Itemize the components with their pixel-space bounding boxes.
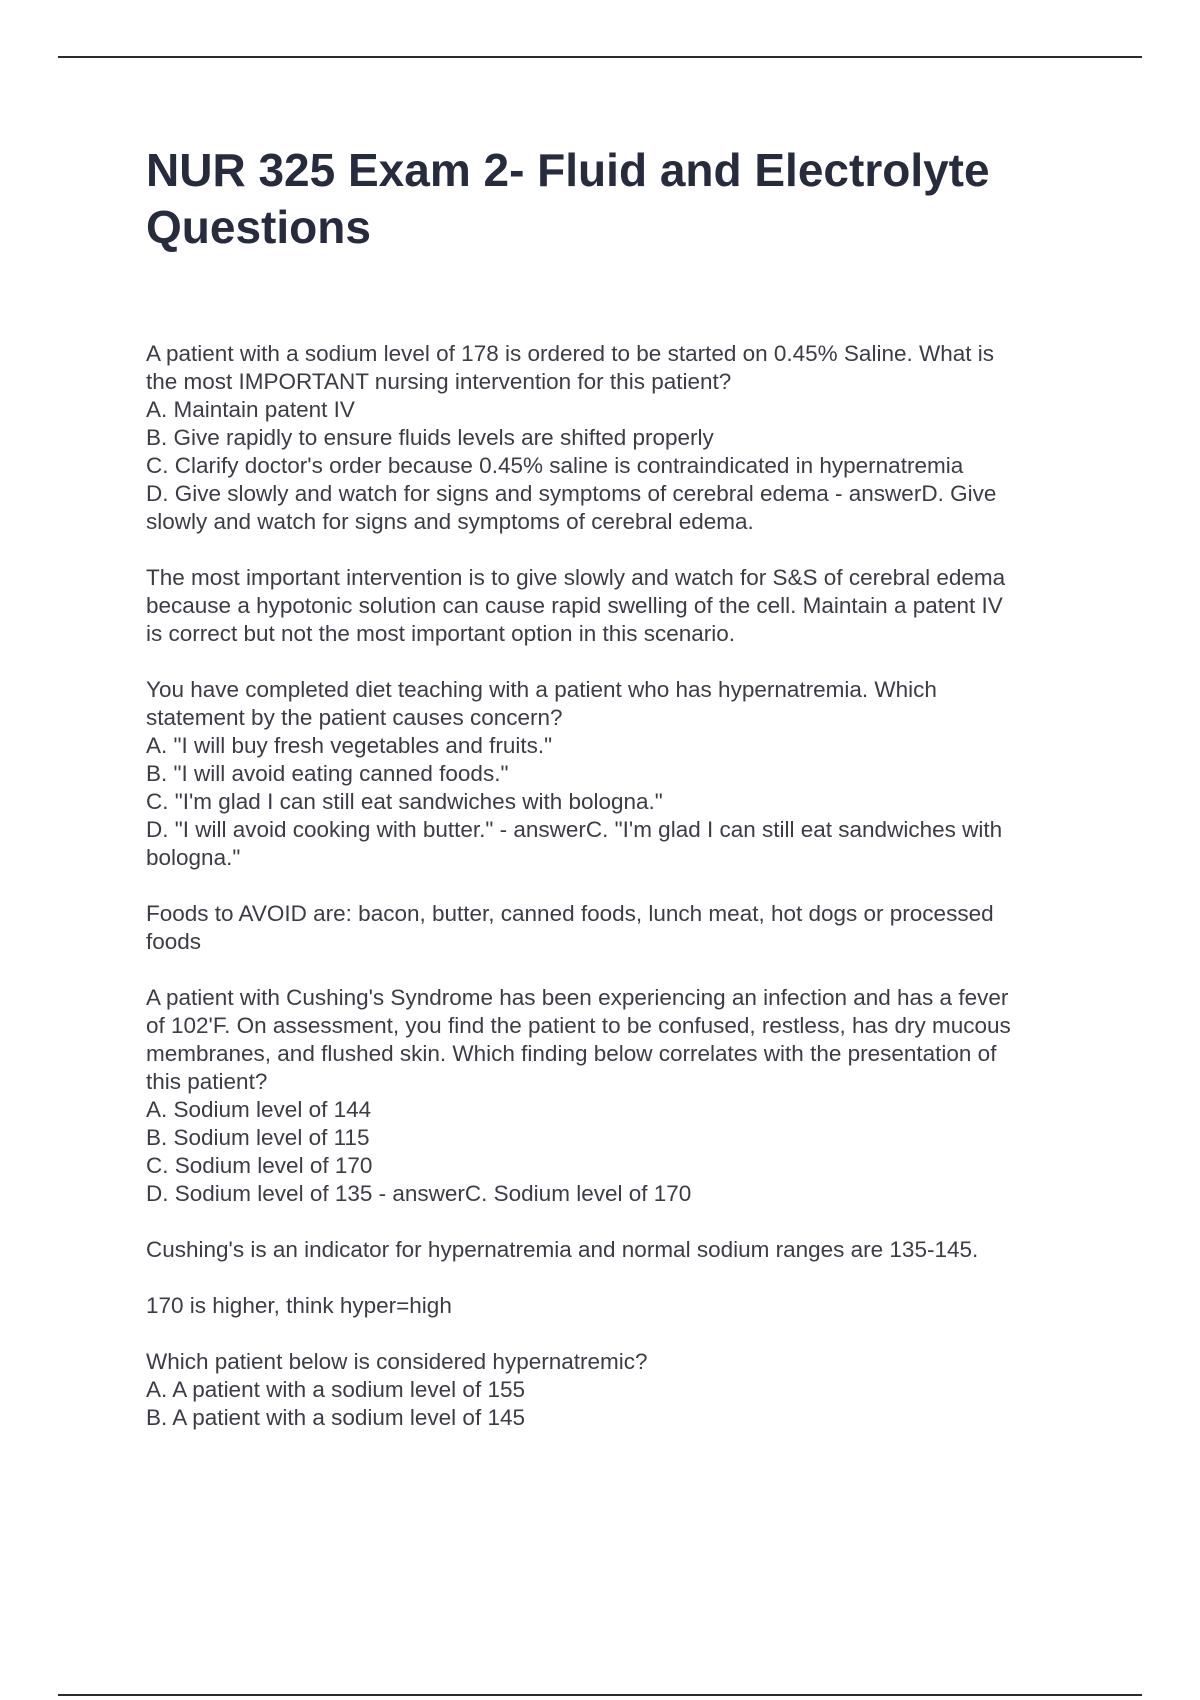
question-text: statement by the patient causes concern? [146, 705, 563, 730]
document-body [146, 340, 1086, 1460]
answer-option: B. Give rapidly to ensure fluids levels are shifted properly [146, 425, 714, 450]
question-paragraph [146, 676, 1086, 872]
question-paragraph [146, 984, 1086, 1208]
answer-option: B. Sodium level of 115 [146, 1125, 370, 1150]
answer-option: A. Sodium level of 144 [146, 1097, 372, 1122]
answer-option: C. "I'm glad I can still eat sandwiches with bologna." [146, 789, 663, 814]
answer-option: A. Maintain patent IV [146, 397, 355, 422]
rationale-text: because a hypotonic solution can cause rapid swelling of the cell. Maintain a patent IV [146, 593, 1003, 618]
answer-option: A. A patient with a sodium level of 155 [146, 1377, 525, 1402]
rationale-text: 170 is higher, think hyper=high [146, 1293, 452, 1318]
answer-option: A. "I will buy fresh vegetables and fruits." [146, 733, 553, 758]
page-title [146, 142, 1086, 256]
title-line: Questions [146, 201, 371, 253]
answer-option: D. Give slowly and watch for signs and symptoms of cerebral edema - answerD. Give [146, 481, 997, 506]
answer-text: bologna." [146, 845, 241, 870]
rationale-paragraph [146, 1236, 1086, 1264]
rationale-text: The most important intervention is to give slowly and watch for S&S of cerebral edema [146, 565, 1006, 590]
answer-option: C. Sodium level of 170 [146, 1153, 373, 1178]
rationale-paragraph [146, 1292, 1086, 1320]
rationale-paragraph [146, 564, 1086, 648]
question-text: the most IMPORTANT nursing intervention for this patient? [146, 369, 732, 394]
question-paragraph [146, 340, 1086, 536]
rationale-text: Cushing's is an indicator for hypernatremia and normal sodium ranges are 135-145. [146, 1237, 979, 1262]
answer-text: slowly and watch for signs and symptoms of cerebral edema. [146, 509, 754, 534]
rationale-text: foods [146, 929, 202, 954]
question-text: A patient with a sodium level of 178 is ordered to be started on 0.45% Saline. What is [146, 341, 994, 366]
rationale-text: is correct but not the most important option in this scenario. [146, 621, 736, 646]
question-text: Which patient below is considered hypernatremic? [146, 1349, 648, 1374]
question-text: of 102'F. On assessment, you find the patient to be confused, restless, has dry mucous [146, 1013, 1011, 1038]
footer-rule [58, 1694, 1142, 1696]
question-text: membranes, and flushed skin. Which finding below correlates with the presentation of [146, 1041, 997, 1066]
answer-option: C. Clarify doctor's order because 0.45% saline is contraindicated in hypernatremia [146, 453, 964, 478]
answer-option: B. "I will avoid eating canned foods." [146, 761, 509, 786]
rationale-paragraph [146, 900, 1086, 956]
question-paragraph [146, 1348, 1086, 1432]
answer-option: B. A patient with a sodium level of 145 [146, 1405, 525, 1430]
question-text: You have completed diet teaching with a patient who has hypernatremia. Which [146, 677, 937, 702]
rationale-text: Foods to AVOID are: bacon, butter, canned foods, lunch meat, hot dogs or processed [146, 901, 994, 926]
question-text: A patient with Cushing's Syndrome has been experiencing an infection and has a fever [146, 985, 1009, 1010]
title-line: NUR 325 Exam 2- Fluid and Electrolyte [146, 144, 990, 196]
question-text: this patient? [146, 1069, 268, 1094]
header-rule [58, 56, 1142, 58]
answer-option: D. "I will avoid cooking with butter." - answerC. "I'm glad I can still eat sandwiches with [146, 817, 1003, 842]
answer-option: D. Sodium level of 135 - answerC. Sodium level of 170 [146, 1181, 692, 1206]
